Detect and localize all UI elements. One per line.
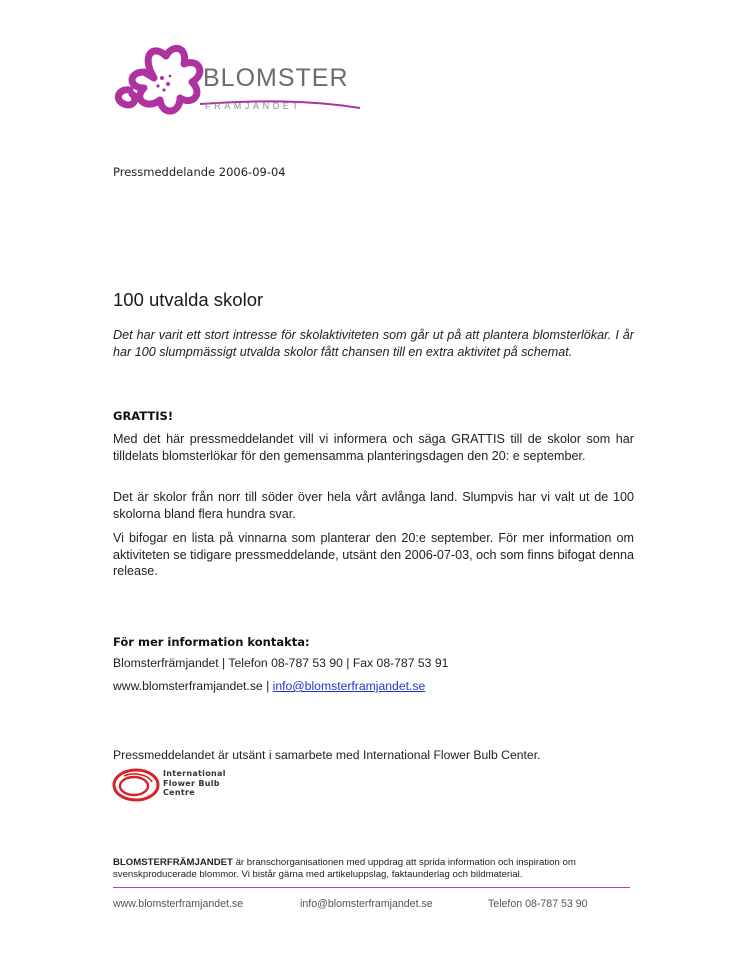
logo-subtitle: FRÄMJANDET	[205, 101, 302, 111]
partner-line: Centre	[163, 788, 195, 797]
body-paragraph: Vi bifogar en lista på vinnarna som planterar den 20:e september. För mer information om aktiviteten se tidigare pressmeddelande, utsänt den 2006-07-03, och som finns bifogat denna release.	[113, 531, 634, 578]
about-description: är branschorganisationen med uppdrag att sprida information och inspiration om svenskproducerade blommor. Vi bistår gärna med artikeluppslag, faktaunderlag och bildmaterial.	[113, 857, 576, 880]
intro-paragraph: Det har varit ett stort intresse för skolaktiviteten som går ut på att plantera blomsterlökar. I år har 100 slumpmässigt utvalda skolor fått chansen till en extra aktivitet på schemat.	[113, 328, 634, 359]
page-title: 100 utvalda skolor	[113, 289, 264, 310]
contact-heading: För mer information kontakta:	[113, 635, 310, 649]
collaboration-note: Pressmeddelandet är utsänt i samarbete med International Flower Bulb Center.	[113, 748, 541, 762]
press-date: Pressmeddelande 2006-09-04	[113, 165, 286, 179]
logo-wordmark: BLOMSTER	[203, 64, 349, 92]
contact-email-link[interactable]: info@blomsterframjandet.se	[272, 679, 426, 693]
body-paragraph: Med det här pressmeddelandet vill vi informera och säga GRATTIS till de skolor som har tilldelats blomsterlökar för den gemensamma planteringsdagen den 20: e september.	[113, 432, 634, 463]
partner-line: Flower Bulb	[163, 778, 220, 788]
footer-divider	[113, 887, 630, 888]
contact-web-line	[113, 679, 425, 693]
contact-website: www.blomsterframjandet.se	[113, 679, 263, 693]
about-org: BLOMSTERFRÄMJANDET	[113, 857, 233, 868]
about-text	[113, 857, 633, 881]
contact-line: Blomsterfrämjandet | Telefon 08-787 53 90 | Fax 08-787 53 91	[113, 656, 449, 670]
footer-email: info@blomsterframjandet.se	[300, 898, 433, 910]
separator: |	[266, 679, 270, 693]
footer-phone: Telefon 08-787 53 90	[488, 898, 588, 910]
body-paragraph: Det är skolor från norr till söder över hela vårt avlånga land. Slumpvis har vi valt ut de 100 skolorna bland flera hundra svar.	[113, 490, 634, 521]
footer-website: www.blomsterframjandet.se	[113, 898, 244, 910]
section-title: GRATTIS!	[113, 409, 174, 423]
partner-line: International	[163, 769, 226, 778]
partner-logo-text	[163, 769, 226, 798]
